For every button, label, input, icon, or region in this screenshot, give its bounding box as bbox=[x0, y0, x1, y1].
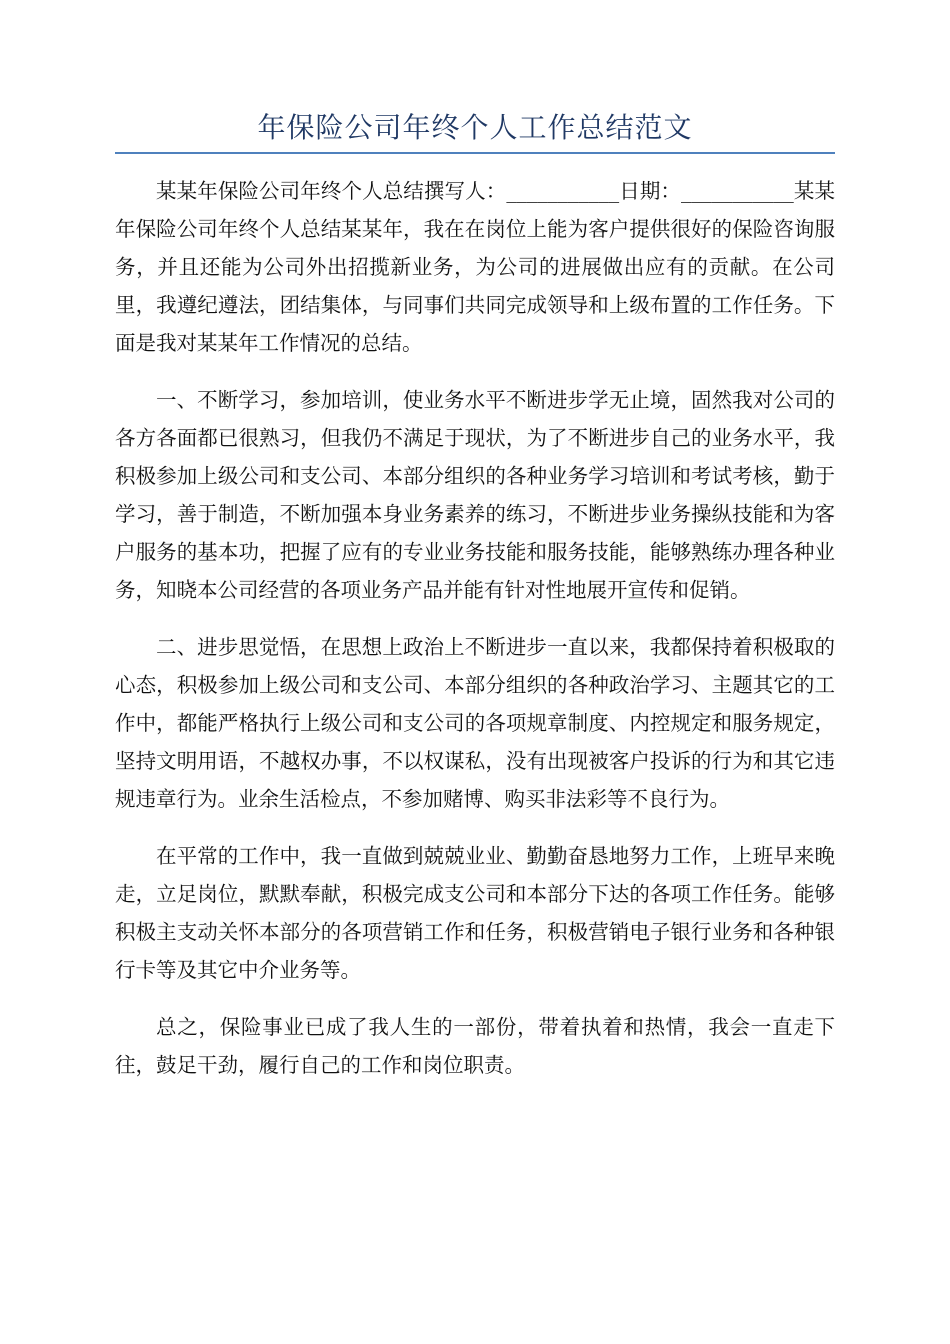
paragraph-conclusion: 总之，保险事业已成了我人生的一部份，带着执着和热情，我会一直走下往，鼓足干劲，履行自己的工作和岗位职责。 bbox=[115, 1015, 835, 1077]
paragraph-learning: 一、不断学习，参加培训，使业务水平不断进步学无止境，固然我对公司的各方各面都已很熟习，但我仍不满足于现状，为了不断进步自己的业务水平，我积极参加上级公司和支公司、本部分组织的各种业务学习培训和考试考核，勤于学习，善于制造，不断加强本身业务素养的练习，不断进步业务操纵技能和为客户服务的基本功，把握了应有的专业业务技能和服务技能，能够熟练办理各种业务，知晓本公司经营的各项业务产品并能有针对性地展开宣传和促销。 bbox=[115, 388, 835, 602]
title-block bbox=[115, 108, 835, 154]
document-body bbox=[115, 172, 835, 1084]
paragraph-daily-work: 在平常的工作中，我一直做到兢兢业业、勤勤奋恳地努力工作，上班早来晚走，立足岗位，默默奉献，积极完成支公司和本部分下达的各项工作任务。能够积极主支动关怀本部分的各项营销工作和任务，积极营销电子银行业务和各种银行卡等及其它中介业务等。 bbox=[115, 844, 835, 982]
paragraph-ideology: 二、进步思觉悟，在思想上政治上不断进步一直以来，我都保持着积极取的心态，积极参加上级公司和支公司、本部分组织的各种政治学习、主题其它的工作中，都能严格执行上级公司和支公司的各项规章制度、内控规定和服务规定，坚持文明用语，不越权办事，不以权谋私，没有出现被客户投诉的行为和其它违规违章行为。业余生活检点，不参加赌博、购买非法彩等不良行为。 bbox=[115, 635, 835, 811]
paragraph-intro: 某某年保险公司年终个人总结撰写人：___________日期：___________某某年保险公司年终个人总结某某年，我在在岗位上能为客户提供很好的保险咨询服务，并且还能为公司外出招揽新业务，为公司的进展做出应有的贡献。在公司里，我遵纪遵法，团结集体，与同事们共同完成领导和上级布置的工作任务。下面是我对某某年工作情况的总结。 bbox=[115, 179, 835, 355]
page-title: 年保险公司年终个人工作总结范文 bbox=[257, 111, 693, 144]
